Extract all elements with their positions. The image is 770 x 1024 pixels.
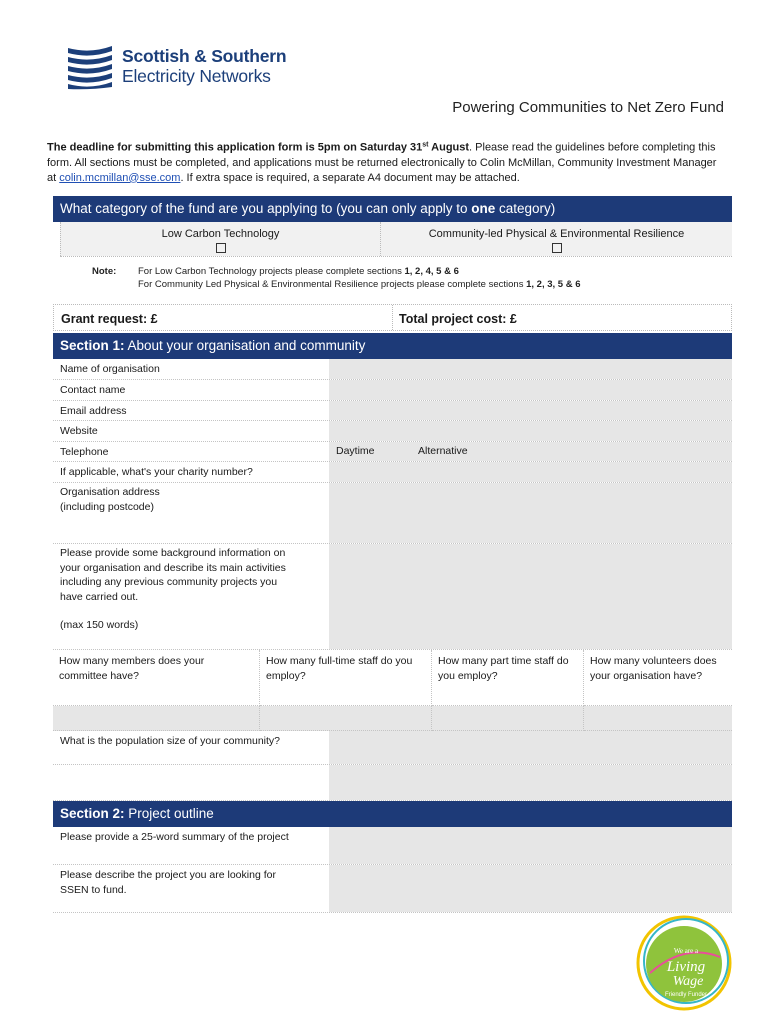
row-charity: If applicable, what's your charity number? [53,462,732,483]
row-org-name: Name of organisation [53,359,732,380]
living-wage-badge-icon [634,913,732,1011]
staff-questions-row [53,650,732,706]
volunteers-question: How many volunteers does your organisation have? [584,650,732,706]
background-input[interactable] [329,544,732,649]
members-question: How many members does your committee have? [53,650,260,706]
row-population-extra [53,765,732,801]
note-line1: For Low Carbon Technology projects please complete sections 1, 2, 4, 5 & 6 [138,266,459,277]
population-extra-input[interactable] [329,765,732,800]
parttime-question: How many part time staff do you employ? [432,650,584,706]
members-input[interactable] [53,706,260,731]
volunteers-input[interactable] [584,706,732,731]
total-cost-label: Total project cost: £ [399,312,517,326]
row-summary: Please provide a 25-word summary of the project [53,827,732,865]
telephone-input[interactable] [329,442,732,461]
website-input[interactable] [329,421,732,441]
intro-paragraph [47,137,727,186]
category-option-resilience: Community-led Physical & Environmental Resilience [380,222,732,256]
row-background: Please provide some background information on your organisation and describe its main activities including any previous community projects you have carried out. (max 150 words) [53,544,732,650]
intro-text-b: . If extra space is required, a separate A4 document may be attached. [180,171,520,184]
grant-row [53,304,732,331]
deadline-sup: st [422,141,429,148]
category-option-low-carbon: Low Carbon Technology [60,222,380,256]
row-population: What is the population size of your community? [53,731,732,765]
row-email: Email address [53,401,732,421]
alternative-label: Alternative [418,445,468,457]
svg-text:Living: Living [666,959,706,975]
category-heading: What category of the fund are you applying to (you can only apply to one category) [53,196,732,222]
category-options-row [60,222,732,257]
intro-text-a: . Please read the guidelines before completing this form. All sections must be completed, and applications must be returned electronically to Colin McMillan, Community Investment Manager at [47,141,717,184]
charity-number-input[interactable] [329,462,732,482]
daytime-label: Daytime [336,445,375,457]
svg-text:Wage: Wage [672,974,704,989]
row-contact: Contact name [53,380,732,401]
logo-line2: Electricity Networks [122,66,271,86]
org-name-input[interactable] [329,359,732,379]
staff-answers-row [53,706,732,731]
address-input[interactable] [329,483,732,543]
low-carbon-checkbox[interactable] [216,243,226,253]
contact-name-input[interactable] [329,380,732,400]
fulltime-input[interactable] [260,706,432,731]
svg-text:Friendly Funder: Friendly Funder [664,992,708,998]
ssen-waves-icon [66,44,114,90]
row-describe: Please describe the project you are looking for SSEN to fund. [53,865,732,913]
note-label: Note: [92,266,117,277]
contact-email-link[interactable]: colin.mcmillan@sse.com [59,171,181,184]
row-website: Website [53,421,732,442]
logo-line1: Scottish & Southern [122,46,287,66]
row-telephone: Telephone Daytime Alternative [53,442,732,462]
section2-heading: Section 2: Project outline [53,801,732,827]
summary-input[interactable] [329,827,732,864]
row-address: Organisation address (including postcode) [53,483,732,544]
document-title: Powering Communities to Net Zero Fund [452,99,724,116]
population-input[interactable] [329,731,732,764]
svg-text:We are a: We are a [673,947,699,955]
note-line2: For Community Led Physical & Environmental Resilience projects please complete sections 1, 2, 3, 5 & 6 [138,279,581,290]
ssen-logo [66,44,326,90]
parttime-input[interactable] [432,706,584,731]
section1-heading: Section 1: About your organisation and community [53,333,732,359]
resilience-checkbox[interactable] [552,243,562,253]
email-input[interactable] [329,401,732,420]
deadline-month: August [428,141,470,154]
grant-request-label: Grant request: £ [61,312,158,326]
describe-input[interactable] [329,865,732,912]
fulltime-question: How many full-time staff do you employ? [260,650,432,706]
deadline-text: The deadline for submitting this application form is 5pm on Saturday 31 [47,141,423,154]
